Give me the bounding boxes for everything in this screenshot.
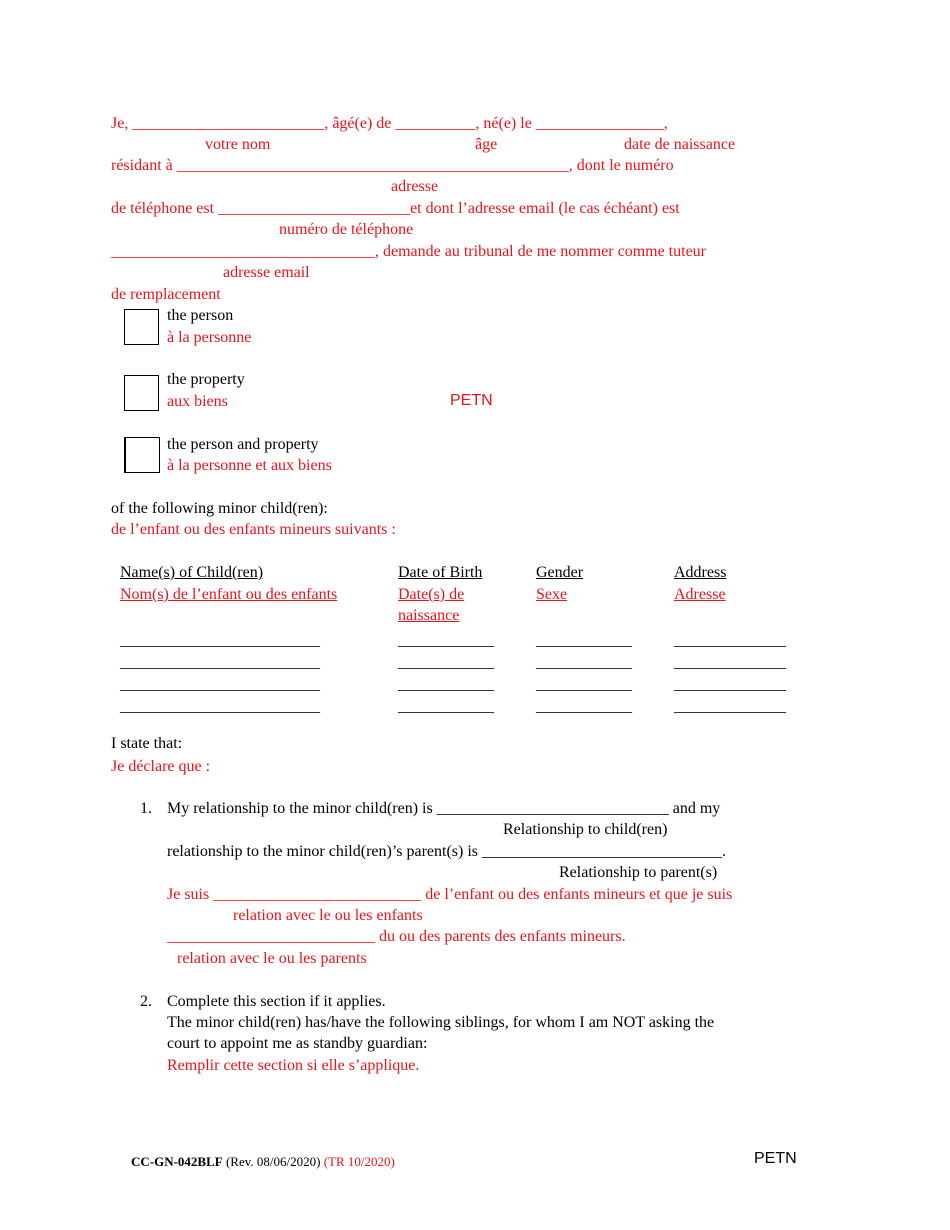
relation-parents-field[interactable]: __________________________ bbox=[167, 928, 375, 945]
footer-form-id bbox=[131, 1155, 395, 1168]
child-dob-field[interactable]: ____________ bbox=[398, 698, 494, 715]
caption-address: adresse bbox=[391, 178, 439, 195]
child-address-field[interactable]: ______________ bbox=[674, 654, 786, 671]
item-2-number: 2. bbox=[140, 993, 152, 1010]
item-2-line-3: court to appoint me as standby guardian: bbox=[167, 1035, 428, 1052]
header-gender-en: Gender bbox=[536, 564, 584, 581]
minor-children-fr: de l’enfant ou des enfants mineurs suivants : bbox=[111, 521, 396, 538]
option-person-fr: à la personne bbox=[167, 329, 252, 346]
caption-dob: date de naissance bbox=[624, 136, 736, 153]
intro-line-3: de téléphone est ________________________et dont l’adresse email (le cas échéant) est bbox=[111, 200, 680, 217]
form-revision: (Rev. 08/06/2020) bbox=[222, 1154, 324, 1169]
child-address-field[interactable]: ______________ bbox=[674, 676, 786, 693]
item-1-number: 1. bbox=[140, 800, 152, 817]
intro-je: Je, bbox=[111, 115, 133, 132]
child-gender-field[interactable]: ____________ bbox=[536, 676, 632, 693]
caption-age: âge bbox=[475, 136, 498, 153]
item-2-line-1: Complete this section if it applies. bbox=[167, 993, 386, 1010]
minor-children-en: of the following minor child(ren): bbox=[111, 500, 328, 517]
option-person-en: the person bbox=[167, 307, 234, 324]
item-1-line-2: relationship to the minor child(ren)’s parent(s) is ______________________________. bbox=[167, 843, 727, 860]
state-en: I state that: bbox=[111, 735, 183, 752]
caption-relation-enfants: relation avec le ou les enfants bbox=[233, 907, 423, 924]
option-property-fr: aux biens bbox=[167, 393, 228, 410]
header-dob-fr: Date(s) de bbox=[398, 586, 465, 603]
caption-relationship-parent: Relationship to parent(s) bbox=[559, 864, 718, 881]
child-gender-field[interactable]: ____________ bbox=[536, 698, 632, 715]
intro-line-2: résidant à _________________________________________________, dont le numéro bbox=[111, 157, 674, 174]
child-name-field[interactable]: _________________________ bbox=[120, 632, 320, 649]
option-both-fr: à la personne et aux biens bbox=[167, 457, 332, 474]
caption-relation-parents: relation avec le ou les parents bbox=[177, 950, 367, 967]
person-and-property-checkbox[interactable] bbox=[124, 437, 160, 473]
age-field[interactable]: __________ bbox=[395, 115, 476, 132]
email-field[interactable]: _________________________________ bbox=[111, 243, 375, 260]
header-dob-fr-2: naissance bbox=[398, 607, 460, 624]
child-name-field[interactable]: _________________________ bbox=[120, 654, 320, 671]
relationship-child-field[interactable]: _____________________________ bbox=[436, 800, 669, 817]
header-address-en: Address bbox=[674, 564, 727, 581]
property-checkbox[interactable] bbox=[124, 375, 159, 411]
child-dob-field[interactable]: ____________ bbox=[398, 654, 494, 671]
state-fr: Je déclare que : bbox=[111, 758, 211, 775]
phone-field[interactable]: ________________________ bbox=[218, 200, 411, 217]
item-1-fr-line-2: __________________________ du ou des parents des enfants mineurs. bbox=[167, 928, 626, 945]
child-name-field[interactable]: _________________________ bbox=[120, 698, 320, 715]
child-gender-field[interactable]: ____________ bbox=[536, 632, 632, 649]
item-2-line-2: The minor child(ren) has/have the following siblings, for whom I am NOT asking the bbox=[167, 1014, 715, 1031]
form-translation: (TR 10/2020) bbox=[323, 1154, 395, 1169]
caption-email: adresse email bbox=[223, 264, 310, 281]
option-both-en: the person and property bbox=[167, 436, 319, 453]
header-address-fr: Adresse bbox=[674, 586, 726, 603]
header-gender-fr: Sexe bbox=[536, 586, 568, 603]
child-name-field[interactable]: _________________________ bbox=[120, 676, 320, 693]
relation-enfants-field[interactable]: __________________________ bbox=[213, 886, 422, 903]
name-field[interactable]: ________________________ bbox=[132, 115, 325, 132]
header-dob-en: Date of Birth bbox=[398, 564, 483, 581]
child-gender-field[interactable]: ____________ bbox=[536, 654, 632, 671]
item-2-fr: Remplir cette section si elle s’applique. bbox=[167, 1057, 420, 1074]
dob-field[interactable]: ________________ bbox=[535, 115, 664, 132]
option-property-en: the property bbox=[167, 371, 245, 388]
address-field[interactable]: _________________________________________________ bbox=[176, 157, 569, 174]
intro-line-5: de remplacement bbox=[111, 286, 221, 303]
petn-footer: PETN bbox=[754, 1150, 797, 1167]
header-name-en: Name(s) of Child(ren) bbox=[120, 564, 264, 581]
intro-line-4: _________________________________, demande au tribunal de me nommer comme tuteur bbox=[111, 243, 706, 260]
child-address-field[interactable]: ______________ bbox=[674, 632, 786, 649]
relationship-parent-field[interactable]: ______________________________ bbox=[482, 843, 723, 860]
item-1-line-1: My relationship to the minor child(ren) is _____________________________ and my bbox=[167, 800, 721, 817]
form-id: CC-GN-042BLF bbox=[131, 1154, 223, 1169]
child-dob-field[interactable]: ____________ bbox=[398, 632, 494, 649]
child-dob-field[interactable]: ____________ bbox=[398, 676, 494, 693]
caption-phone: numéro de téléphone bbox=[279, 221, 414, 238]
person-checkbox[interactable] bbox=[124, 309, 159, 345]
child-address-field[interactable]: ______________ bbox=[674, 698, 786, 715]
petn-label-center: PETN bbox=[450, 392, 493, 409]
caption-relationship-child: Relationship to child(ren) bbox=[503, 821, 668, 838]
intro-line-1: Je, ________________________, âgé(e) de __________, né(e) le ________________, bbox=[111, 115, 668, 132]
item-1-fr-line-1: Je suis __________________________ de l’enfant ou des enfants mineurs et que je suis bbox=[167, 886, 733, 903]
header-name-fr: Nom(s) de l’enfant ou des enfants bbox=[120, 586, 338, 603]
caption-name: votre nom bbox=[205, 136, 271, 153]
